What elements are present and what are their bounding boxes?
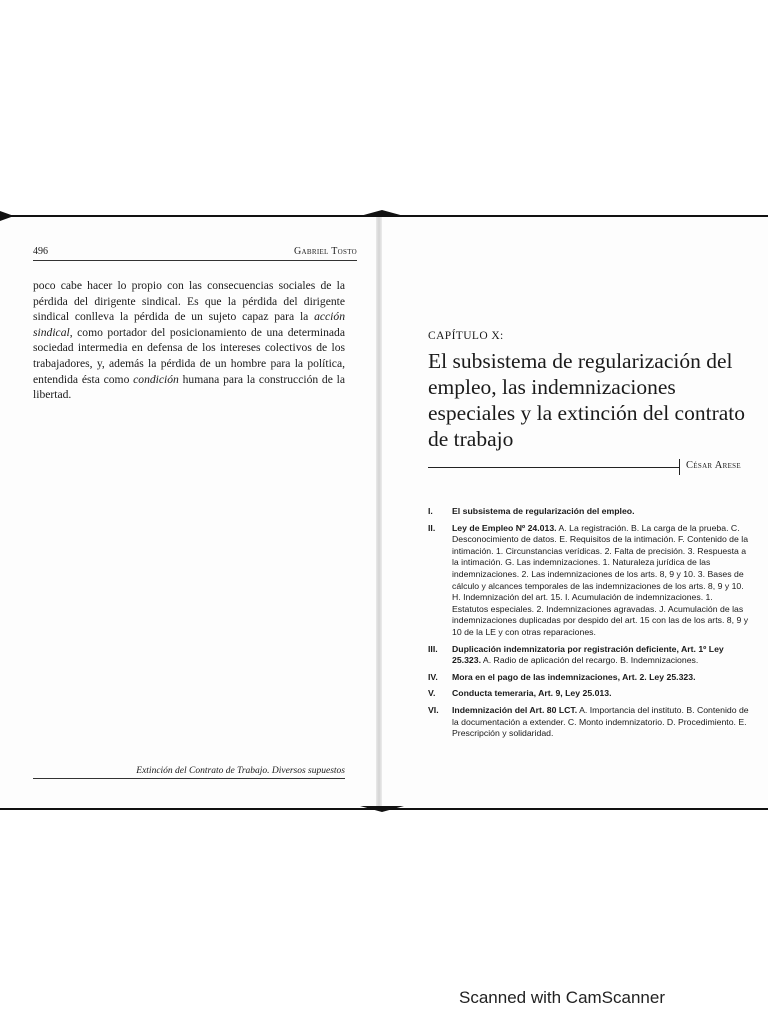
toc-title: Mora en el pago de las indemnizaciones, Art. 2. Ley 25.323. <box>452 671 696 682</box>
italic-term: condición <box>133 372 179 386</box>
page-number: 496 <box>33 246 48 257</box>
body-paragraph <box>33 278 345 403</box>
running-head-author: Gabriel Tosto <box>294 246 357 257</box>
book-gutter <box>376 217 382 807</box>
scanner-watermark: Scanned with CamScanner <box>459 988 666 1007</box>
toc-title: Indemnización del Art. 80 LCT. <box>452 704 578 715</box>
toc-numeral: V. <box>428 688 436 699</box>
running-footer: Extinción del Contrato de Trabajo. Diversos supuestos <box>136 766 345 776</box>
toc-numeral: I. <box>428 506 433 516</box>
running-head <box>33 246 357 261</box>
byline-tick <box>679 459 680 475</box>
chapter-contents <box>428 506 750 745</box>
toc-item <box>428 644 750 667</box>
toc-item <box>428 506 750 518</box>
chapter-author: César Arese <box>686 460 741 471</box>
text-run: , como portador del posicionamiento de una determinada sociedad intermedia en defensa de los intereses colectivos de los trabajadores, y, además la pérdida de un hombre para la política, entendida ésta como <box>33 325 345 386</box>
chapter-label: CAPÍTULO X: <box>428 330 504 342</box>
italic-term: acción sindical <box>33 310 345 339</box>
toc-item <box>428 672 750 684</box>
chapter-title: El subsistema de regularización del empleo, las indemnizaciones especiales y la extinción del contrato de trabajo <box>428 349 745 451</box>
toc-title: Ley de Empleo Nº 24.013. <box>452 522 557 533</box>
scan-edge-mark <box>360 210 404 216</box>
toc-numeral: II. <box>428 522 436 533</box>
text-run: humana para la construcción de la libertad. <box>33 372 345 402</box>
scan-edge-mark <box>0 211 14 221</box>
toc-numeral: VI. <box>428 704 439 715</box>
toc-detail: A. La registración. B. La carga de la prueba. C. Desconocimiento de datos. E. Requisitos de la intimación. F. Contenido de la intimación. 1. Circunstancias verídicas. 2. Falta de precisión. 3. Respuesta a la intimación. G. Las indemnizaciones. 1. Naturaleza jurídica de las indemnizaciones. 2. Las indemnizaciones de los arts. 8, 9 y 10. 3. Bases de cálculo y alcances temporales de las indemnizaciones de los arts. 8, 9 y 10. H. Indemnización del art. 15. I. Acumulación de indemnizaciones. 1. Estatutos especiales. 2. Indemnizaciones agravadas. J. Acumulación de las indemnizaciones duplicadas por despido del art. 15 con las de los arts. 8, 9 y 10 de la LE y con otras reparaciones. <box>452 522 749 637</box>
toc-detail: A. Importancia del instituto. B. Contenido de la documentación a extender. C. Monto indemnizatorio. D. Procedimiento. E. Prescripción y solidaridad. <box>452 704 749 739</box>
toc-item <box>428 688 750 700</box>
toc-numeral: IV. <box>428 671 438 682</box>
toc-numeral: III. <box>428 643 438 654</box>
text-run: poco cabe hacer lo propio con las consecuencias sociales de la pérdida del dirigente sindical. Es que la pérdida del dirigente sindical conlleva la pérdida de un sujeto capaz para la <box>33 279 345 324</box>
toc-item <box>428 523 750 639</box>
byline-rule <box>428 467 680 468</box>
toc-title: Conducta temeraria, Art. 9, Ley 25.013. <box>452 688 612 699</box>
toc-title: Duplicación indemnizatoria por registración deficiente, Art. 1º Ley 25.323. <box>452 643 724 666</box>
toc-title: El subsistema de regularización del empleo. <box>452 506 635 516</box>
footer-rule <box>33 778 345 779</box>
scan-edge-mark <box>360 806 404 812</box>
toc-detail: A. Radio de aplicación del recargo. B. Indemnizaciones. <box>481 655 699 666</box>
toc-item <box>428 705 750 740</box>
